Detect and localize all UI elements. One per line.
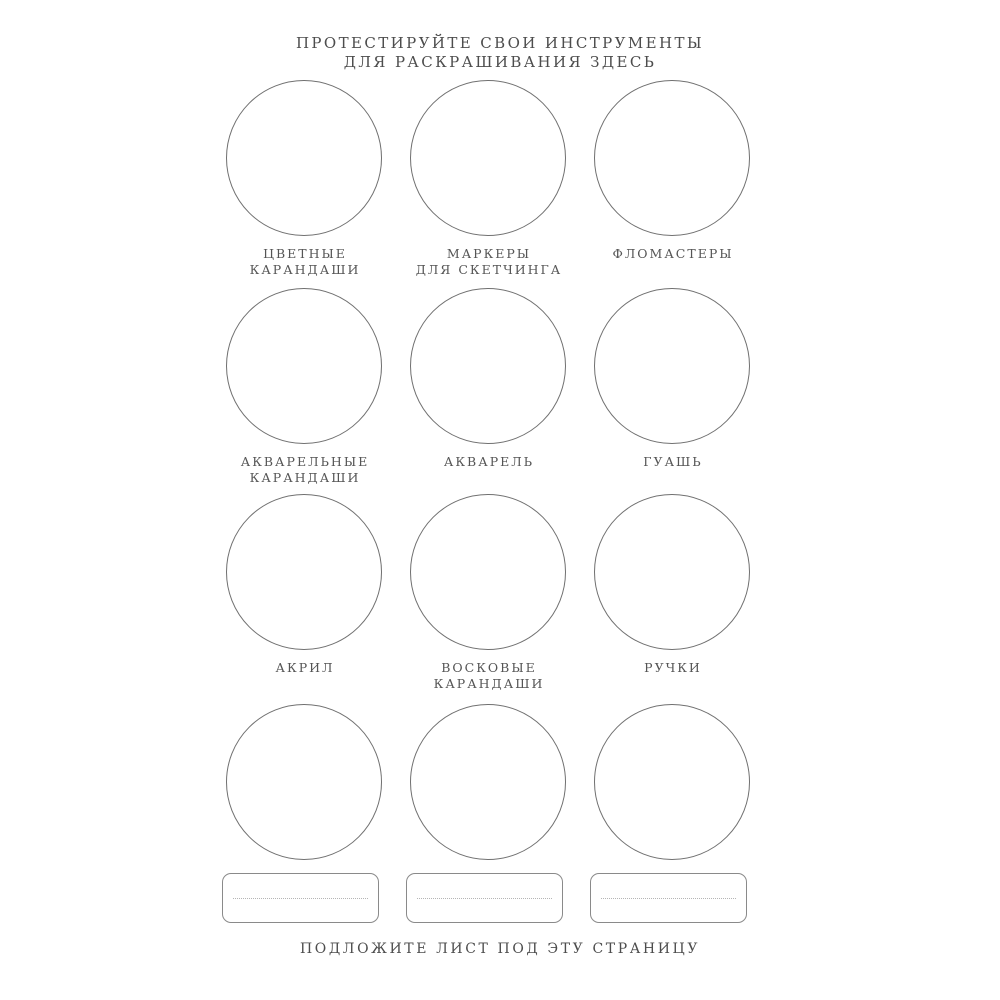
swatch-circle[interactable] xyxy=(410,704,566,860)
swatch-label-line: ВОСКОВЫЕ xyxy=(441,660,537,675)
write-line xyxy=(417,898,552,899)
swatch-pens xyxy=(578,494,768,694)
swatch-custom-3 xyxy=(578,704,768,904)
swatch-wax-crayons xyxy=(394,494,584,694)
swatch-label xyxy=(210,660,400,676)
swatch-label-line: АКРИЛ xyxy=(275,660,335,675)
blank-label-box[interactable] xyxy=(406,873,563,923)
swatch-label xyxy=(394,246,584,278)
swatch-label xyxy=(394,454,584,470)
footer-note: ПОДЛОЖИТЕ ЛИСТ ПОД ЭТУ СТРАНИЦУ xyxy=(299,941,701,957)
page-title-line-2: ДЛЯ РАСКРАШИВАНИЯ ЗДЕСЬ xyxy=(343,53,657,71)
swatch-label-line: КАРАНДАШИ xyxy=(249,262,361,277)
swatch-circle[interactable] xyxy=(594,704,750,860)
write-line xyxy=(233,898,368,899)
swatch-felt-tip-pens xyxy=(578,80,768,280)
swatch-circle[interactable] xyxy=(226,704,382,860)
swatch-circle[interactable] xyxy=(226,80,382,236)
swatch-label-line: ЦВЕТНЫЕ xyxy=(263,246,347,261)
swatch-custom-1 xyxy=(210,704,400,904)
blank-label-box[interactable] xyxy=(222,873,379,923)
swatch-circle[interactable] xyxy=(226,288,382,444)
swatch-label xyxy=(578,454,768,470)
write-line xyxy=(601,898,736,899)
swatch-label-line: АКВАРЕЛЬНЫЕ xyxy=(240,454,370,469)
swatch-colored-pencils xyxy=(210,80,400,280)
swatch-label xyxy=(210,246,400,278)
swatch-label xyxy=(210,454,400,486)
swatch-circle[interactable] xyxy=(226,494,382,650)
swatch-watercolor-pencils xyxy=(210,288,400,488)
swatch-custom-2 xyxy=(394,704,584,904)
swatch-label-line: ДЛЯ СКЕТЧИНГА xyxy=(415,262,563,277)
swatch-label-line: КАРАНДАШИ xyxy=(249,470,361,485)
swatch-watercolor xyxy=(394,288,584,488)
swatch-circle[interactable] xyxy=(594,494,750,650)
swatch-label xyxy=(578,246,768,262)
swatch-circle[interactable] xyxy=(410,80,566,236)
swatch-label xyxy=(394,660,584,692)
swatch-label-line: АКВАРЕЛЬ xyxy=(443,454,535,469)
swatch-label-line: ФЛОМАСТЕРЫ xyxy=(612,246,734,261)
swatch-sketch-markers xyxy=(394,80,584,280)
swatch-label-line: ГУАШЬ xyxy=(643,454,703,469)
swatch-circle[interactable] xyxy=(410,288,566,444)
swatch-label-line: МАРКЕРЫ xyxy=(446,246,532,261)
page-title-line-1: ПРОТЕСТИРУЙТЕ СВОИ ИНСТРУМЕНТЫ xyxy=(295,34,705,52)
swatch-acrylic xyxy=(210,494,400,694)
swatch-label xyxy=(578,660,768,676)
swatch-circle[interactable] xyxy=(410,494,566,650)
swatch-label-line: РУЧКИ xyxy=(644,660,702,675)
swatch-label-line: КАРАНДАШИ xyxy=(433,676,545,691)
swatch-circle[interactable] xyxy=(594,288,750,444)
swatch-circle[interactable] xyxy=(594,80,750,236)
swatch-gouache xyxy=(578,288,768,488)
blank-label-box[interactable] xyxy=(590,873,747,923)
